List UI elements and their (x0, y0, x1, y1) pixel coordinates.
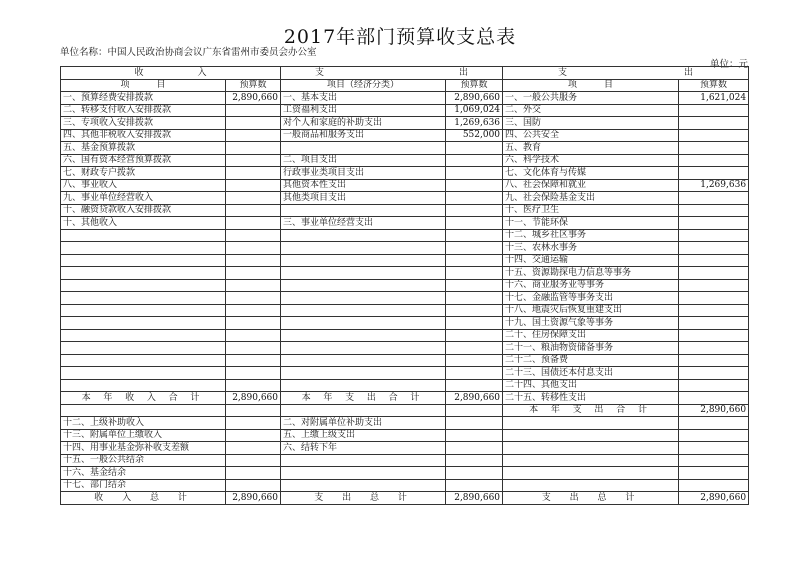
table-row (61, 92, 749, 105)
table-row (61, 192, 749, 205)
func-item-cell: 十六、商业服务业等事务 (503, 279, 679, 292)
income-budget-cell: 2,890,660 (226, 492, 281, 505)
income-budget-cell (226, 167, 281, 180)
econ-item-cell: 三、事业单位经营支出 (281, 217, 446, 230)
table-row (61, 204, 749, 217)
func-item-cell: 二十三、国债还本付息支出 (503, 367, 679, 380)
func-item-cell: 五、教育 (503, 142, 679, 155)
income-budget-cell: 2,890,660 (226, 392, 281, 405)
income-item-cell: 六、国有资本经营预算拨款 (61, 154, 226, 167)
econ-item-cell: 工资福利支出 (281, 104, 446, 117)
func-item-cell: 四、公共安全 (503, 129, 679, 142)
income-item-cell: 一、预算经费安排拨款 (61, 92, 226, 105)
econ-item-cell: 本 年 支 出 合 计 (281, 392, 446, 405)
func-item-cell: 二十、住房保障支出 (503, 329, 679, 342)
econ-budget-cell (446, 342, 503, 355)
income-budget-cell (226, 142, 281, 155)
func-item-cell (503, 479, 679, 492)
econ-item-cell (281, 279, 446, 292)
income-item-cell (61, 254, 226, 267)
econ-budget-cell (446, 417, 503, 430)
econ-budget-cell (446, 267, 503, 280)
econ-item-cell (281, 242, 446, 255)
func-budget-cell (679, 267, 749, 280)
func-budget-cell (679, 104, 749, 117)
header-col-func: 项 目 (503, 79, 679, 92)
econ-budget-cell (446, 204, 503, 217)
func-budget-cell (679, 479, 749, 492)
income-item-cell: 本 年 收 入 合 计 (61, 392, 226, 405)
income-budget-cell (226, 454, 281, 467)
income-item-cell (61, 354, 226, 367)
table-row (61, 492, 749, 505)
header-col-budget-3: 预算数 (679, 79, 749, 92)
econ-budget-cell (446, 254, 503, 267)
func-item-cell: 二十一、粮油物资储备事务 (503, 342, 679, 355)
income-budget-cell (226, 242, 281, 255)
income-budget-cell (226, 342, 281, 355)
func-item-cell: 一、一般公共服务 (503, 92, 679, 105)
econ-budget-cell (446, 367, 503, 380)
func-item-cell: 十、医疗卫生 (503, 204, 679, 217)
func-budget-cell (679, 442, 749, 455)
table-row (61, 379, 749, 392)
table-row (61, 467, 749, 480)
func-budget-cell (679, 329, 749, 342)
func-budget-cell (679, 429, 749, 442)
table-row (61, 479, 749, 492)
econ-item-cell (281, 479, 446, 492)
func-budget-cell (679, 117, 749, 130)
header-row-1 (61, 67, 749, 80)
income-budget-cell (226, 329, 281, 342)
table-row (61, 404, 749, 417)
income-budget-cell (226, 304, 281, 317)
budget-table (60, 66, 749, 505)
income-item-cell: 三、专项收入安排拨款 (61, 117, 226, 130)
income-budget-cell (226, 317, 281, 330)
header-col-econ: 项目（经济分类） (281, 79, 446, 92)
income-budget-cell (226, 279, 281, 292)
func-item-cell: 二十二、预备费 (503, 354, 679, 367)
econ-budget-cell (446, 479, 503, 492)
func-budget-cell (679, 142, 749, 155)
unit-name: 单位名称：中国人民政治协商会议广东省雷州市委员会办公室 (60, 47, 317, 58)
func-budget-cell (679, 367, 749, 380)
econ-budget-cell (446, 179, 503, 192)
func-budget-cell (679, 467, 749, 480)
func-budget-cell: 2,890,660 (679, 404, 749, 417)
econ-item-cell (281, 342, 446, 355)
table-row (61, 279, 749, 292)
income-budget-cell (226, 417, 281, 430)
income-item-cell: 五、基金预算拨款 (61, 142, 226, 155)
econ-item-cell (281, 142, 446, 155)
econ-item-cell: 五、上缴上级支出 (281, 429, 446, 442)
table-row (61, 167, 749, 180)
func-budget-cell (679, 254, 749, 267)
func-budget-cell (679, 317, 749, 330)
econ-item-cell: 二、对附属单位补助支出 (281, 417, 446, 430)
income-budget-cell (226, 254, 281, 267)
income-item-cell: 九、事业单位经营收入 (61, 192, 226, 205)
func-item-cell (503, 442, 679, 455)
income-budget-cell (226, 204, 281, 217)
income-item-cell: 七、财政专户拨款 (61, 167, 226, 180)
income-budget-cell (226, 179, 281, 192)
income-item-cell (61, 342, 226, 355)
income-item-cell: 二、转移支付收入安排拨款 (61, 104, 226, 117)
econ-item-cell (281, 467, 446, 480)
income-budget-cell (226, 479, 281, 492)
func-item-cell: 十八、地震灾后恢复重建支出 (503, 304, 679, 317)
func-item-cell: 十二、城乡社区事务 (503, 229, 679, 242)
econ-budget-cell (446, 317, 503, 330)
func-item-cell: 二、外交 (503, 104, 679, 117)
table-row (61, 242, 749, 255)
econ-budget-cell (446, 229, 503, 242)
table-row (61, 117, 749, 130)
econ-item-cell (281, 379, 446, 392)
income-item-cell (61, 367, 226, 380)
func-item-cell: 二十四、其他支出 (503, 379, 679, 392)
econ-budget-cell (446, 329, 503, 342)
table-row (61, 367, 749, 380)
econ-item-cell (281, 354, 446, 367)
func-budget-cell (679, 354, 749, 367)
income-budget-cell (226, 367, 281, 380)
table-row (61, 217, 749, 230)
econ-budget-cell (446, 279, 503, 292)
econ-budget-cell (446, 467, 503, 480)
income-budget-cell (226, 104, 281, 117)
func-item-cell: 二十五、转移性支出 (503, 392, 679, 405)
func-budget-cell (679, 167, 749, 180)
func-item-cell: 六、科学技术 (503, 154, 679, 167)
table-row (61, 317, 749, 330)
econ-item-cell: 一般商品和服务支出 (281, 129, 446, 142)
table-row (61, 329, 749, 342)
income-budget-cell (226, 192, 281, 205)
income-item-cell (61, 229, 226, 242)
income-item-cell: 十七、部门结余 (61, 479, 226, 492)
econ-budget-cell (446, 354, 503, 367)
func-budget-cell (679, 192, 749, 205)
func-budget-cell (679, 304, 749, 317)
income-item-cell (61, 379, 226, 392)
income-item-cell: 十三、附属单位上缴收入 (61, 429, 226, 442)
func-item-cell: 九、社会保险基金支出 (503, 192, 679, 205)
econ-budget-cell (446, 429, 503, 442)
header-col-item: 项 目 (61, 79, 226, 92)
func-budget-cell (679, 129, 749, 142)
income-budget-cell (226, 442, 281, 455)
func-item-cell: 十九、国土资源气象等事务 (503, 317, 679, 330)
econ-budget-cell (446, 242, 503, 255)
income-budget-cell (226, 467, 281, 480)
func-item-cell (503, 417, 679, 430)
func-budget-cell (679, 242, 749, 255)
econ-item-cell: 支 出 总 计 (281, 492, 446, 505)
econ-budget-cell (446, 154, 503, 167)
econ-item-cell (281, 292, 446, 305)
header-row-2 (61, 79, 749, 92)
func-item-cell: 本 年 支 出 合 计 (503, 404, 679, 417)
table-row (61, 104, 749, 117)
income-item-cell: 十、其他收入 (61, 217, 226, 230)
func-item-cell: 支 出 总 计 (503, 492, 679, 505)
econ-budget-cell: 1,269,636 (446, 117, 503, 130)
econ-budget-cell: 552,000 (446, 129, 503, 142)
income-budget-cell (226, 267, 281, 280)
func-budget-cell: 1,621,024 (679, 92, 749, 105)
table-row (61, 142, 749, 155)
econ-item-cell (281, 454, 446, 467)
econ-item-cell: 其他类项目支出 (281, 192, 446, 205)
income-budget-cell (226, 292, 281, 305)
header-col-budget-2: 预算数 (446, 79, 503, 92)
table-row (61, 342, 749, 355)
header-col-budget: 预算数 (226, 79, 281, 92)
econ-item-cell: 一、基本支出 (281, 92, 446, 105)
econ-budget-cell (446, 142, 503, 155)
income-budget-cell (226, 404, 281, 417)
econ-item-cell: 其他资本性支出 (281, 179, 446, 192)
econ-budget-cell: 2,890,660 (446, 92, 503, 105)
table-row (61, 429, 749, 442)
econ-budget-cell (446, 442, 503, 455)
econ-item-cell (281, 329, 446, 342)
econ-item-cell: 行政事业类项目支出 (281, 167, 446, 180)
header-expense: 支 出 (281, 67, 503, 80)
econ-item-cell (281, 404, 446, 417)
income-budget-cell (226, 429, 281, 442)
income-budget-cell (226, 129, 281, 142)
income-item-cell: 四、其他非税收入安排拨款 (61, 129, 226, 142)
func-item-cell: 十七、金融监管等事务支出 (503, 292, 679, 305)
econ-budget-cell: 2,890,660 (446, 392, 503, 405)
income-item-cell: 八、事业收入 (61, 179, 226, 192)
func-item-cell: 十四、交通运输 (503, 254, 679, 267)
table-row (61, 292, 749, 305)
econ-item-cell: 六、结转下年 (281, 442, 446, 455)
func-item-cell (503, 429, 679, 442)
func-item-cell (503, 454, 679, 467)
func-item-cell: 十五、资源勘探电力信息等事务 (503, 267, 679, 280)
table-row (61, 454, 749, 467)
func-budget-cell: 2,890,660 (679, 492, 749, 505)
func-budget-cell (679, 217, 749, 230)
func-budget-cell (679, 454, 749, 467)
func-budget-cell (679, 342, 749, 355)
income-item-cell: 十、融资贷款收入安排拨款 (61, 204, 226, 217)
econ-budget-cell (446, 217, 503, 230)
income-budget-cell (226, 379, 281, 392)
func-item-cell: 七、文化体育与传媒 (503, 167, 679, 180)
func-budget-cell (679, 229, 749, 242)
econ-budget-cell: 2,890,660 (446, 492, 503, 505)
func-budget-cell (679, 154, 749, 167)
budget-table-body (61, 67, 749, 505)
table-row (61, 229, 749, 242)
income-item-cell (61, 329, 226, 342)
header-expense-func: 支 出 (503, 67, 749, 80)
econ-item-cell: 二、项目支出 (281, 154, 446, 167)
header-income: 收 入 (61, 67, 281, 80)
econ-budget-cell: 1,069,024 (446, 104, 503, 117)
table-row (61, 267, 749, 280)
econ-budget-cell (446, 292, 503, 305)
income-budget-cell (226, 117, 281, 130)
econ-item-cell (281, 254, 446, 267)
func-budget-cell (679, 279, 749, 292)
income-item-cell (61, 242, 226, 255)
econ-item-cell (281, 304, 446, 317)
econ-budget-cell (446, 379, 503, 392)
income-item-cell (61, 292, 226, 305)
func-budget-cell: 1,269,636 (679, 179, 749, 192)
table-row (61, 179, 749, 192)
func-item-cell: 八、社会保障和就业 (503, 179, 679, 192)
table-row (61, 304, 749, 317)
econ-budget-cell (446, 454, 503, 467)
income-budget-cell (226, 354, 281, 367)
table-row (61, 129, 749, 142)
income-item-cell (61, 267, 226, 280)
table-row (61, 154, 749, 167)
table-row (61, 417, 749, 430)
func-budget-cell (679, 417, 749, 430)
table-row (61, 442, 749, 455)
table-row (61, 254, 749, 267)
income-item-cell (61, 404, 226, 417)
income-item-cell: 十六、基金结余 (61, 467, 226, 480)
econ-budget-cell (446, 304, 503, 317)
econ-budget-cell (446, 404, 503, 417)
func-item-cell: 十三、农林水事务 (503, 242, 679, 255)
income-item-cell (61, 279, 226, 292)
income-item-cell: 十五、一般公共结余 (61, 454, 226, 467)
page-title: 2017年部门预算收支总表 (283, 26, 517, 48)
func-item-cell: 十一、节能环保 (503, 217, 679, 230)
func-budget-cell (679, 379, 749, 392)
income-budget-cell (226, 154, 281, 167)
income-item-cell (61, 304, 226, 317)
func-item-cell: 三、国防 (503, 117, 679, 130)
income-budget-cell (226, 229, 281, 242)
table-row (61, 392, 749, 405)
income-item-cell: 收 入 总 计 (61, 492, 226, 505)
func-budget-cell (679, 392, 749, 405)
income-item-cell: 十二、上级补助收入 (61, 417, 226, 430)
econ-item-cell (281, 204, 446, 217)
econ-item-cell (281, 229, 446, 242)
func-item-cell (503, 467, 679, 480)
econ-item-cell (281, 267, 446, 280)
table-row (61, 354, 749, 367)
econ-item-cell: 对个人和家庭的补助支出 (281, 117, 446, 130)
econ-item-cell (281, 367, 446, 380)
func-budget-cell (679, 292, 749, 305)
unit-label: 单位：元 (710, 59, 749, 70)
income-budget-cell: 2,890,660 (226, 92, 281, 105)
income-budget-cell (226, 217, 281, 230)
econ-budget-cell (446, 192, 503, 205)
income-item-cell (61, 317, 226, 330)
econ-item-cell (281, 317, 446, 330)
income-item-cell: 十四、用事业基金弥补收支差额 (61, 442, 226, 455)
func-budget-cell (679, 204, 749, 217)
econ-budget-cell (446, 167, 503, 180)
